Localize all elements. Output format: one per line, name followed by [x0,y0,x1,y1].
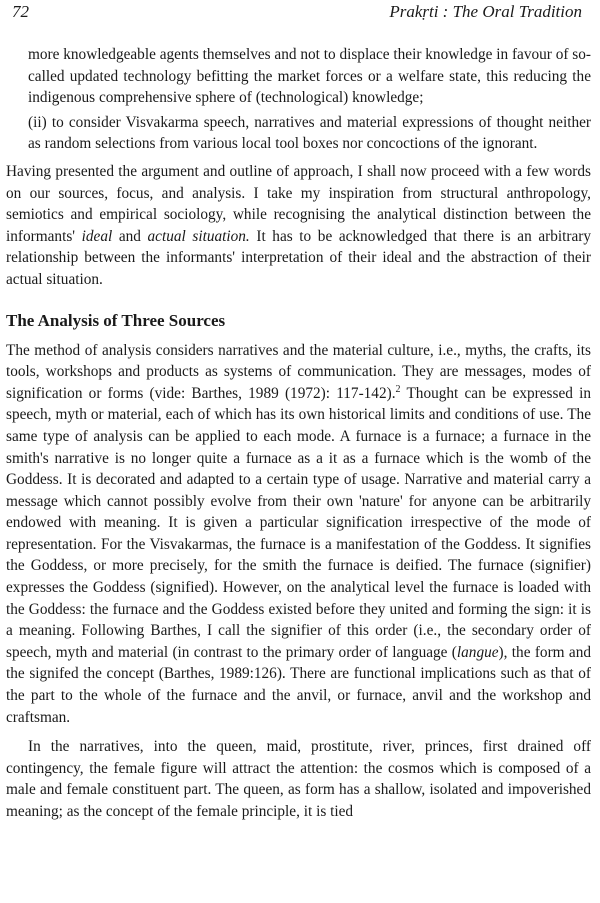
analysis-paragraph [6,340,591,729]
emphasis-actual-situation: actual situation. [147,227,250,245]
footnote-marker: 2 [395,383,401,395]
analysis-text-1: The method of analysis considers narratives and the material culture, i.e., myths, the crafts, its tools, workshops and products as systems of communication. They are messages, modes of signification or forms (vide: Barthes, 1989 (1972): 117-142). [6,341,591,402]
list-item-continuation: more knowledgeable agents themselves and not to displace their knowledge in favour of so-called updated technology befitting the market forces or a welfare state, this reducing the indigenous comprehensive sphere of (technological) knowledge; [28,46,591,107]
approach-text-and: and [112,227,148,245]
page-number: 72 [12,2,29,21]
objectives-list [28,44,591,155]
narratives-paragraph: In the narratives, into the queen, maid, prostitute, river, princes, first drained off contingency, the female figure will attract the attention: the cosmos which is composed of a male and female constituent part. The queen, as form has a shallow, isolated and impoverished meaning; as the concept of the female principle, it is tied [6,738,591,820]
approach-text-end: It has to be acknowledged that there is an arbitrary relationship between the informants' interpretation of their ideal and the abstraction of their actual situation. [6,227,591,288]
analysis-text-3: ), the form and the signifed the concept (Barthes, 1989:126). There are functional implications such as that of the part to the whole of the furnace and the anvil, or furnace, anvil and the workshop and craftsman. [6,643,591,726]
section-heading: The Analysis of Three Sources [6,310,226,330]
approach-paragraph [6,161,591,291]
page-header [6,0,591,30]
analysis-text-2: Thought can be expressed in speech, myth or material, each of which has its own historical limits and conditions of use. The same type of analysis can be applied to each mode. A furnace is a furnace; a furnace in the smith's narrative is no longer quite a furnace as a it as a furnace which is the womb of the Goddess. It is decorated and adapted to a certain type of usage. Narrative and material carry a message which cannot possibly evolve from their own 'nature' for anyone can be arbitrarily endowed with meaning. It is given a particular signification irrespective of the mode of representation. For the Visvakarmas, the furnace is a manifestation of the Goddess. It signifies the Goddess, or more precisely, for the smith the furnace is deified. The furnace (signifier) expresses the Goddess (signified). However, on the analytical level the furnace is loaded with the Goddess: the furnace and the Goddess existed before they united and forming the sign: it is a meaning. Following Barthes, I call the signifier of this order (i.e., the secondary order of speech, myth and material (in contrast to the primary order of language ( [6,384,591,661]
emphasis-langue: langue [456,643,499,661]
list-item-ii: (ii) to consider Visvakarma speech, narratives and material expressions of thought neither as random selections from various local tool boxes nor concoctions of the ignorant. [28,113,591,153]
approach-text-start: Having presented the argument and outline of approach, I shall now proceed with a few words on our sources, focus, and analysis. I take my inspiration from structural anthropology, semiotics and empirical sociology, while recognising the analytical distinction between the informants' [6,162,591,245]
emphasis-ideal: ideal [81,227,113,245]
running-head: Prakṛti : The Oral Tradition [389,2,582,21]
